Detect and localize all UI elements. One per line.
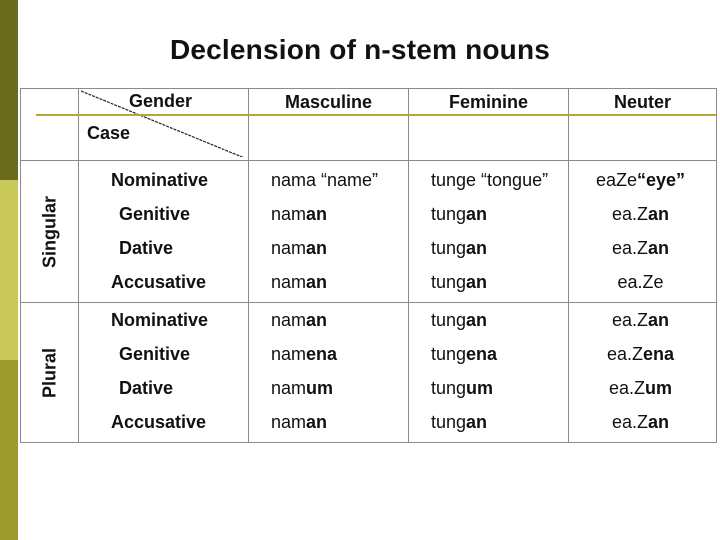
case-name: Dative [119,237,174,258]
group-row-plural [21,303,717,443]
sidebar-block-bottom [0,360,18,540]
form-stem: nama “name” [271,169,379,190]
feminine-cell [409,303,569,443]
form-ending: an [306,237,328,258]
title-underline [36,114,716,116]
case-name: Dative [119,377,174,398]
form-stem: nam [271,411,307,432]
neuter-form [569,163,716,197]
number-cell-singular [21,161,79,303]
form-stem: ea.Z [611,237,648,258]
case-name: Nominative [111,169,209,190]
form-stem: tung [431,309,467,330]
number-label: Singular [39,195,59,268]
form-stem: nam [271,237,307,258]
form-stem: nam [271,343,307,364]
form-ending: an [466,309,488,330]
masculine-form [249,265,408,299]
form-stem: tung [431,411,467,432]
neuter-cell [569,161,717,303]
form-ending: ena [466,343,498,364]
form-stem: ea.Z [608,377,646,398]
declension-table [20,88,717,443]
form-ending: an [466,237,488,258]
case-label: Case [87,123,131,143]
case-name: Nominative [111,309,209,330]
case-name: Accusative [111,271,207,292]
slide-sidebar [0,0,18,540]
corner-cell [21,89,79,161]
form-ending: an [648,203,670,224]
masculine-form [249,405,408,439]
feminine-cell [409,161,569,303]
feminine-form [409,231,568,265]
masculine-form [249,337,408,371]
form-stem: ea.Z [611,309,648,330]
form-ending: an [306,203,328,224]
form-ending: um [466,377,494,398]
masculine-cell [249,303,409,443]
form-stem: nam [271,377,307,398]
form-stem: nam [271,271,307,292]
column-header-masculine: Masculine [249,89,409,161]
feminine-form [409,371,568,405]
sidebar-block-top [0,0,18,180]
gender-case-cell [79,89,249,161]
form-stem: nam [271,203,307,224]
case-cell [79,161,249,303]
form-stem: ea.Ze [617,271,664,292]
slide-title: Declension of n-stem nouns [169,34,551,65]
form-ending: an [306,309,328,330]
form-stem: ea.Z [611,411,648,432]
form-ending: an [648,411,670,432]
number-cell-plural [21,303,79,443]
form-ending: um [306,377,334,398]
masculine-form [249,163,408,197]
form-stem: tung [431,343,467,364]
case-name: Genitive [119,203,191,224]
group-row-singular [21,161,717,303]
form-stem: eaZe [595,169,637,190]
case-name: Accusative [111,411,207,432]
form-ending: an [306,271,328,292]
column-header-neuter: Neuter [569,89,717,161]
form-ending: an [466,203,488,224]
neuter-form [569,303,716,337]
masculine-form [249,371,408,405]
form-stem: tung [431,271,467,292]
form-stem: tung [431,203,467,224]
masculine-form [249,231,408,265]
form-stem: tung [431,237,467,258]
masculine-form [249,197,408,231]
sidebar-block-middle [0,180,18,360]
feminine-form [409,303,568,337]
case-name: Genitive [119,343,191,364]
form-ending: um [645,377,673,398]
form-stem: tung [431,377,467,398]
form-ending: an [306,411,328,432]
column-header-feminine: Feminine [409,89,569,161]
form-ending: “eye” [636,169,686,190]
form-stem: tunge “tongue” [431,169,549,190]
feminine-form [409,265,568,299]
form-stem: nam [271,309,307,330]
neuter-form [569,405,716,439]
masculine-cell [249,161,409,303]
feminine-form [409,337,568,371]
neuter-form [569,265,716,299]
case-cell [79,303,249,443]
form-ending: ena [306,343,338,364]
form-ending: an [466,411,488,432]
form-ending: an [466,271,488,292]
neuter-form [569,197,716,231]
neuter-cell [569,303,717,443]
feminine-form [409,163,568,197]
feminine-form [409,197,568,231]
gender-label: Gender [129,91,193,111]
neuter-form [569,371,716,405]
form-stem: ea.Z [611,203,648,224]
form-stem: ea.Z [606,343,643,364]
neuter-form [569,337,716,371]
form-ending: an [648,309,670,330]
masculine-form [249,303,408,337]
neuter-form [569,231,716,265]
feminine-form [409,405,568,439]
form-ending: an [648,237,670,258]
form-ending: ena [643,343,675,364]
header-row [21,89,717,161]
number-label: Plural [39,347,59,398]
